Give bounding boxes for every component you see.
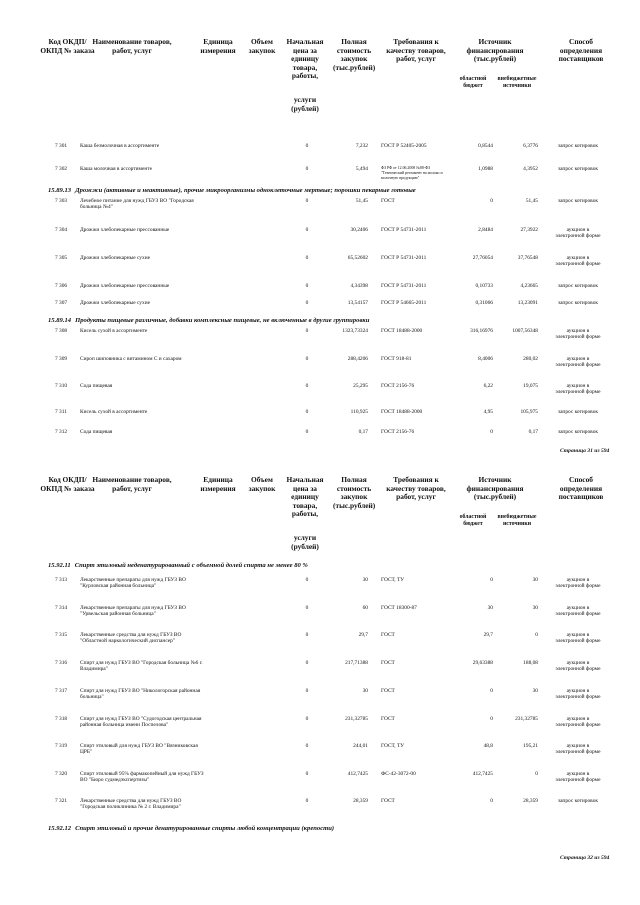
regional-budget: 412,7425 [472,771,493,777]
header-total: Полная стоимость закупок (тыс.рублей) [333,37,376,72]
total-cost: 7,232 [355,143,368,149]
header-funding-regional: областной бюджет [459,76,487,89]
header-code: Код ОКДП/ ОКПД № заказа [40,37,95,55]
item-name: Кисель сухой в ассортименте [80,409,148,415]
extrabudgetary-sources: 0,17 [528,429,538,435]
procurement-method: аукцион в электронной форме [555,227,601,240]
start-price: 0 [305,798,309,804]
header-start-price-unit: услуги (рублей) [291,533,319,551]
order-number: 7 313 [55,577,68,583]
regional-budget: 0 [490,198,493,204]
procurement-method: аукцион в электронной форме [555,328,601,341]
start-price: 0 [305,283,309,289]
item-name: Сода пищевая [80,383,113,389]
start-price: 0 [305,429,309,435]
start-price: 0 [305,743,309,749]
order-number: 7 302 [55,166,68,172]
extrabudgetary-sources: 13,23091 [517,300,538,306]
total-cost: 30 [362,688,368,694]
header-funding: Источник финансирования (тыс.рублей) [466,37,524,64]
start-price: 0 [305,771,309,777]
regional-budget: 0 [490,577,493,583]
procurement-method: аукцион в электронной форме [555,632,601,645]
group-title: Дрожжи (активные и неактивные), прочие микроорганизмы одноклеточные мертвые; порошки пекарные готовые [75,187,416,194]
extrabudgetary-sources: 51,45 [525,198,538,204]
quality-requirements: ГОСТ 18488-2000 [381,409,423,415]
regional-budget: 0,31066 [475,300,493,306]
extrabudgetary-sources: 195,21 [523,743,538,749]
order-number: 7 303 [55,198,68,204]
group-heading [48,825,608,832]
item-name: Сода пищевая [80,429,113,435]
procurement-method: аукцион в электронной форме [555,255,601,268]
header-method: Способ определения поставщиков [558,475,604,502]
start-price: 0 [305,409,309,415]
extrabudgetary-sources: 27,3922 [520,227,538,233]
extrabudgetary-sources: 4,23665 [520,283,538,289]
header-name: Наименование товаров, работ, услуг [92,37,172,55]
procurement-method: аукцион в электронной форме [555,716,601,729]
group-title: Спирт этиловый неденатурированный с объемной долей спирта не менее 80 % [74,562,308,569]
item-name: Кисель сухой в ассортименте [80,328,148,334]
regional-budget: 2,8484 [478,227,493,233]
quality-requirements: ФЗ РФ от 12.06.2008 №88-ФЗ "Технический регламент на молоко и молочную продукцию" [381,166,443,180]
regional-budget: 0,8544 [478,143,493,149]
extrabudgetary-sources: 28,359 [523,798,538,804]
header-funding-extra: внебюджетные источники [497,76,537,89]
quality-requirements: ГОСТ Р 52405-2005 [381,143,427,149]
order-number: 7 317 [55,688,68,694]
total-cost: 30,2406 [350,227,368,233]
start-price: 0 [305,632,309,638]
start-price: 0 [305,577,309,583]
group-title: Спирт этиловый и прочие денатурированные спирты любой концентрации (крепости) [75,825,335,832]
total-cost: 65,52602 [347,255,368,261]
header-funding: Источник финансирования (тыс.рублей) [466,475,524,502]
extrabudgetary-sources: 1007,56348 [512,328,538,334]
item-name: Спирт для нужд ГБУЗ ВО "Никологорская районная больница" [80,688,201,701]
item-name: Лечебное питание для нужд ГБУЗ ВО "Городская больница №4" [80,198,194,211]
quality-requirements: ГОСТ 2156-76 [381,429,415,435]
item-name: Спирт для нужд ГБУЗ ВО "Городская больница №6 г. Владимира" [80,660,203,673]
group-heading [48,187,608,194]
item-name: Дрожжи хлебопекарные прессованные [80,227,170,233]
total-cost: 0,17 [358,429,368,435]
total-cost: 30 [362,577,368,583]
quality-requirements: ГОСТ 2156-76 [381,383,415,389]
total-cost: 4,34398 [350,283,368,289]
order-number: 7 310 [55,383,68,389]
quality-requirements: ГОСТ [381,632,395,638]
procurement-method: запрос котировок [557,198,599,204]
item-name: Спирт этиловый 95% фармакопейный для нужд ГБУЗ ВО "Бюро судмедэкспертизы" [80,771,204,784]
regional-budget: 48,8 [483,743,493,749]
quality-requirements: ГОСТ, ТУ [381,743,405,749]
order-number: 7 316 [55,660,68,666]
extrabudgetary-sources: 6,3776 [523,143,538,149]
procurement-method: запрос котировок [557,283,599,289]
procurement-method: запрос котировок [557,798,599,804]
quality-requirements: ГОСТ Р 54731-2011 [381,283,427,289]
start-price: 0 [305,356,309,362]
extrabudgetary-sources: 105,975 [520,409,538,415]
quality-requirements: ГОСТ 918-81 [381,356,412,362]
total-cost: 244,01 [353,743,368,749]
extrabudgetary-sources: 37,76548 [517,255,538,261]
item-name: Дрожжи хлебопекарные сухие [80,255,150,261]
item-name: Лекарственные препараты для нужд ГБУЗ ВО "Урвельская районная больница" [80,605,186,618]
group-code: 15.92.11 [48,562,71,569]
total-cost: 231,32785 [345,716,368,722]
extrabudgetary-sources: 280,02 [523,356,538,362]
header-name: Наименование товаров, работ, услуг [92,475,172,493]
extrabudgetary-sources: 188,08 [523,660,538,666]
order-number: 7 312 [55,429,68,435]
procurement-method: запрос котировок [557,429,599,435]
procurement-method: аукцион в электронной форме [555,605,601,618]
quality-requirements: ГОСТ Р 54731-2011 [381,227,427,233]
order-number: 7 315 [55,632,68,638]
start-price: 0 [305,255,309,261]
start-price: 0 [305,227,309,233]
quality-requirements: ГОСТ [381,688,395,694]
procurement-method: аукцион в электронной форме [555,771,601,784]
extrabudgetary-sources: 0 [535,771,538,777]
procurement-method: запрос котировок [557,143,599,149]
order-number: 7 320 [55,771,68,777]
procurement-method: запрос котировок [557,300,599,306]
order-number: 7 307 [55,300,68,306]
quality-requirements: ГОСТ Р 54731-2011 [381,255,427,261]
order-number: 7 308 [55,328,68,334]
header-unit: Единица измерения [200,37,236,55]
order-number: 7 306 [55,283,68,289]
item-name: Сироп шиповника с витамином С и сахаром [80,356,182,362]
regional-budget: 4,95 [483,409,493,415]
page-number: Страница 32 из 594 [560,855,610,861]
start-price: 0 [305,166,309,172]
quality-requirements: ГОСТ 18488-2000 [381,328,423,334]
item-name: Лекарственные средства для нужд ГБУЗ ВО "Областной наркологический диспансер" [80,632,182,645]
procurement-method: аукцион в электронной форме [555,356,601,369]
extrabudgetary-sources: 0 [535,632,538,638]
regional-budget: 29,7 [483,632,493,638]
header-start-price: Начальная цена за единицу товара, работы, [286,37,324,81]
extrabudgetary-sources: 30 [532,577,538,583]
start-price: 0 [305,198,309,204]
regional-budget: 0 [490,716,493,722]
start-price: 0 [305,328,309,334]
total-cost: 60 [362,605,368,611]
quality-requirements: ГОСТ [381,198,395,204]
extrabudgetary-sources: 19,075 [523,383,538,389]
total-cost: 28,359 [353,798,368,804]
procurement-method: аукцион в электронной форме [555,688,601,701]
regional-budget: 29,63388 [472,660,493,666]
order-number: 7 311 [55,409,67,415]
item-name: Спирт этиловый для нужд ГБУЗ ВО "Вязниковская ЦРБ" [80,743,198,756]
header-requirements: Требования к качеству товаров, работ, услуг [386,475,446,502]
order-number: 7 305 [55,255,68,261]
header-total: Полная стоимость закупок (тыс.рублей) [333,475,376,510]
start-price: 0 [305,383,309,389]
extrabudgetary-sources: 30 [532,605,538,611]
procurement-method: аукцион в электронной форме [555,577,601,590]
regional-budget: 1,0988 [478,166,493,172]
regional-budget: 30 [487,605,493,611]
quality-requirements: ГОСТ, ТУ [381,577,405,583]
item-name: Дрожжи хлебопекарные прессованные [80,283,170,289]
order-number: 7 301 [55,143,68,149]
total-cost: 29,7 [358,632,368,638]
total-cost: 51,45 [355,198,368,204]
header-volume: Объем закупок [248,475,276,493]
total-cost: 13,54157 [347,300,368,306]
quality-requirements: ГОСТ [381,716,395,722]
regional-budget: 27,76054 [472,255,493,261]
header-funding-extra: внебюджетные источники [497,514,537,527]
order-number: 7 318 [55,716,68,722]
total-cost: 5,494 [355,166,368,172]
order-number: 7 309 [55,356,68,362]
procurement-method: запрос котировок [557,409,599,415]
total-cost: 288,4206 [347,356,368,362]
start-price: 0 [305,143,309,149]
quality-requirements: ГОСТ [381,660,395,666]
item-name: Лекарственные препараты для нужд ГБУЗ ВО "Курловская районная больница" [80,577,186,590]
start-price: 0 [305,605,309,611]
header-start-price-unit: услуги (рублей) [291,95,319,113]
order-number: 7 314 [55,605,68,611]
group-title: Продукты пищевые различные, добавки комплексные пищевые, не включенные в другие группировки [75,317,370,324]
page-number: Страница 31 из 594 [560,448,610,454]
total-cost: 25,295 [353,383,368,389]
order-number: 7 319 [55,743,68,749]
group-heading [48,317,608,324]
quality-requirements: ГОСТ Р 54665-2011 [381,300,427,306]
regional-budget: 0,10733 [475,283,493,289]
total-cost: 412,7425 [347,771,368,777]
quality-requirements: ФС-42-3072-00 [381,771,416,777]
header-start-price: Начальная цена за единицу товара, работы, [286,475,324,519]
item-name: Спирт для нужд ГБУЗ ВО "Судогодская центральная районная больница имени Поспелова" [80,716,202,729]
start-price: 0 [305,688,309,694]
regional-budget: 8,4006 [478,356,493,362]
procurement-method: аукцион в электронной форме [555,383,601,396]
procurement-method: аукцион в электронной форме [555,743,601,756]
header-requirements: Требования к качеству товаров, работ, услуг [386,37,446,64]
order-number: 7 321 [55,798,68,804]
item-name: Дрожжи хлебопекарные сухие [80,300,150,306]
group-code: 15.89.13 [48,187,72,194]
total-cost: 110,925 [350,409,368,415]
group-heading [48,562,608,569]
header-funding-regional: областной бюджет [459,514,487,527]
regional-budget: 0 [490,798,493,804]
quality-requirements: ГОСТ 18300-87 [381,605,417,611]
start-price: 0 [305,660,309,666]
group-code: 15.89.14 [48,317,72,324]
start-price: 0 [305,300,309,306]
extrabudgetary-sources: 30 [532,688,538,694]
procurement-method: аукцион в электронной форме [555,660,601,673]
regional-budget: 316,16976 [470,328,493,334]
regional-budget: 6,22 [483,383,493,389]
item-name: Каша молочная в ассортименте [80,166,152,172]
extrabudgetary-sources: 231,32785 [515,716,538,722]
order-number: 7 304 [55,227,68,233]
header-method: Способ определения поставщиков [558,37,604,64]
total-cost: 217,71388 [345,660,368,666]
header-unit: Единица измерения [200,475,236,493]
regional-budget: 0 [490,688,493,694]
extrabudgetary-sources: 4,3952 [523,166,538,172]
header-code: Код ОКДП/ ОКПД № заказа [40,475,95,493]
regional-budget: 0 [490,429,493,435]
header-volume: Объем закупок [248,37,276,55]
quality-requirements: ГОСТ [381,798,395,804]
group-code: 15.92.12 [48,825,72,832]
procurement-method: запрос котировок [557,166,599,172]
start-price: 0 [305,716,309,722]
item-name: Лекарственные средства для нужд ГБУЗ ВО "Городская поликлиника № 2 г. Владимира" [80,798,182,811]
item-name: Каша безмолочная в ассортименте [80,143,160,149]
total-cost: 1323,73324 [342,328,368,334]
